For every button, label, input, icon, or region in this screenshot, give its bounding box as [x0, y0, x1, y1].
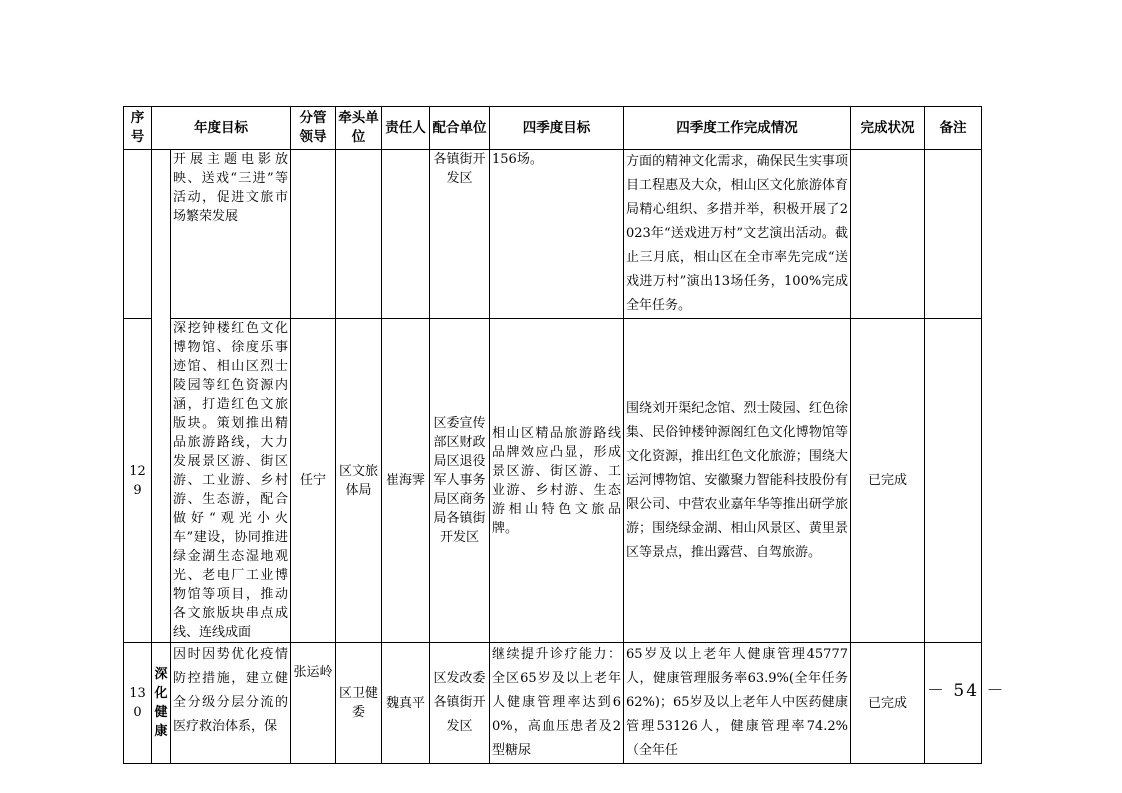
header-leader: 分管领导 [291, 107, 336, 150]
row-q4-goal: 继续提升诊疗能力：全区65岁及以上老年人健康管理率达到60%，高血压患者及2型糖尿 [490, 643, 624, 764]
header-row [124, 107, 982, 150]
row-annual-goal: 开展主题电影放映、送戏“三进”等活动，促进文旅市场繁荣发展 [171, 150, 291, 319]
row-lead-unit: 区文旅体局 [336, 319, 382, 643]
table-row [124, 319, 982, 643]
header-index: 序号 [124, 107, 152, 150]
header-remarks: 备注 [925, 107, 982, 150]
row-responsible [382, 150, 430, 319]
header-cooperating: 配合单位 [430, 107, 490, 150]
row-category: 深化健康 [152, 643, 171, 764]
row-index: 129 [124, 319, 152, 643]
row-status: 已完成 [851, 319, 925, 643]
row-annual-goal: 深挖钟楼红色文化博物馆、徐度乐事迹馆、相山区烈士陵园等红色资源内涵，打造红色文旅版块。策划推出精品旅游路线，大力发展景区游、街区游、工业游、乡村游、生态游，配合做好“观光小火车”建设，协同推进绿金湖生态湿地观光、老电厂工业博物馆等项目，推动各文旅版块串点成线、连线成面 [171, 319, 291, 643]
header-status: 完成状况 [851, 107, 925, 150]
row-annual-goal: 因时因势优化疫情防控措施，建立健全分级分层分流的医疗救治体系，保 [171, 643, 291, 764]
header-responsible: 责任人 [382, 107, 430, 150]
table-row [124, 150, 982, 319]
row-status: 已完成 [851, 643, 925, 764]
row-leader: 任宁 [291, 319, 336, 643]
row-index: 130 [124, 643, 152, 764]
row-responsible: 魏真平 [382, 643, 430, 764]
table-row [124, 643, 982, 764]
row-q4-completion: 65岁及以上老年人健康管理45777人，健康管理服务率63.9%(全年任务62%)；65岁及以上老年人中医药健康管理53126人，健康管理率74.2%（全年任 [624, 643, 851, 764]
header-annual-goal: 年度目标 [152, 107, 291, 150]
row-cooperating: 区委宣传部区财政局区退役军人事务局区商务局各镇街开发区 [430, 319, 490, 643]
row-remarks [925, 643, 982, 764]
row-q4-completion: 围绕刘开渠纪念馆、烈士陵园、红色徐集、民俗钟楼钟源阁红色文化博物馆等文化资源，推出红色文化旅游；围绕大运河博物馆、安徽聚力智能科技股份有限公司、中营农业嘉年华等推出研学旅游；围绕绿金湖、相山风景区、黄里景区等景点，推出露营、自驾旅游。 [624, 319, 851, 643]
header-q4-completion: 四季度工作完成情况 [624, 107, 851, 150]
row-lead-unit: 区卫健委 [336, 643, 382, 764]
row-lead-unit [336, 150, 382, 319]
row-q4-goal: 相山区精品旅游路线品牌效应凸显，形成景区游、街区游、工业游、乡村游、生态游相山特色文旅品牌。 [490, 319, 624, 643]
row-leader: 张运岭 [291, 643, 336, 764]
row-index [124, 150, 152, 319]
row-status [851, 150, 925, 319]
row-cooperating: 各镇街开发区 [430, 150, 490, 319]
row-remarks [925, 319, 982, 643]
row-cooperating: 区发改委各镇街开发区 [430, 643, 490, 764]
row-q4-goal: 156场。 [490, 150, 624, 319]
row-responsible: 崔海霁 [382, 319, 430, 643]
work-progress-table [123, 106, 982, 764]
row-q4-completion: 方面的精神文化需求，确保民生实事项目工程惠及大众，相山区文化旅游体育局精心组织、多措并举，积极开展了2023年“送戏进万村”文艺演出活动。截止三月底，相山区在全市率先完成“送戏进万村”演出13场任务，100%完成全年任务。 [624, 150, 851, 319]
row-remarks [925, 150, 982, 319]
row-leader [291, 150, 336, 319]
page-number: － 54 － [927, 681, 1006, 701]
header-q4-goal: 四季度目标 [490, 107, 624, 150]
header-lead-unit: 牵头单位 [336, 107, 382, 150]
row-category [152, 150, 171, 643]
